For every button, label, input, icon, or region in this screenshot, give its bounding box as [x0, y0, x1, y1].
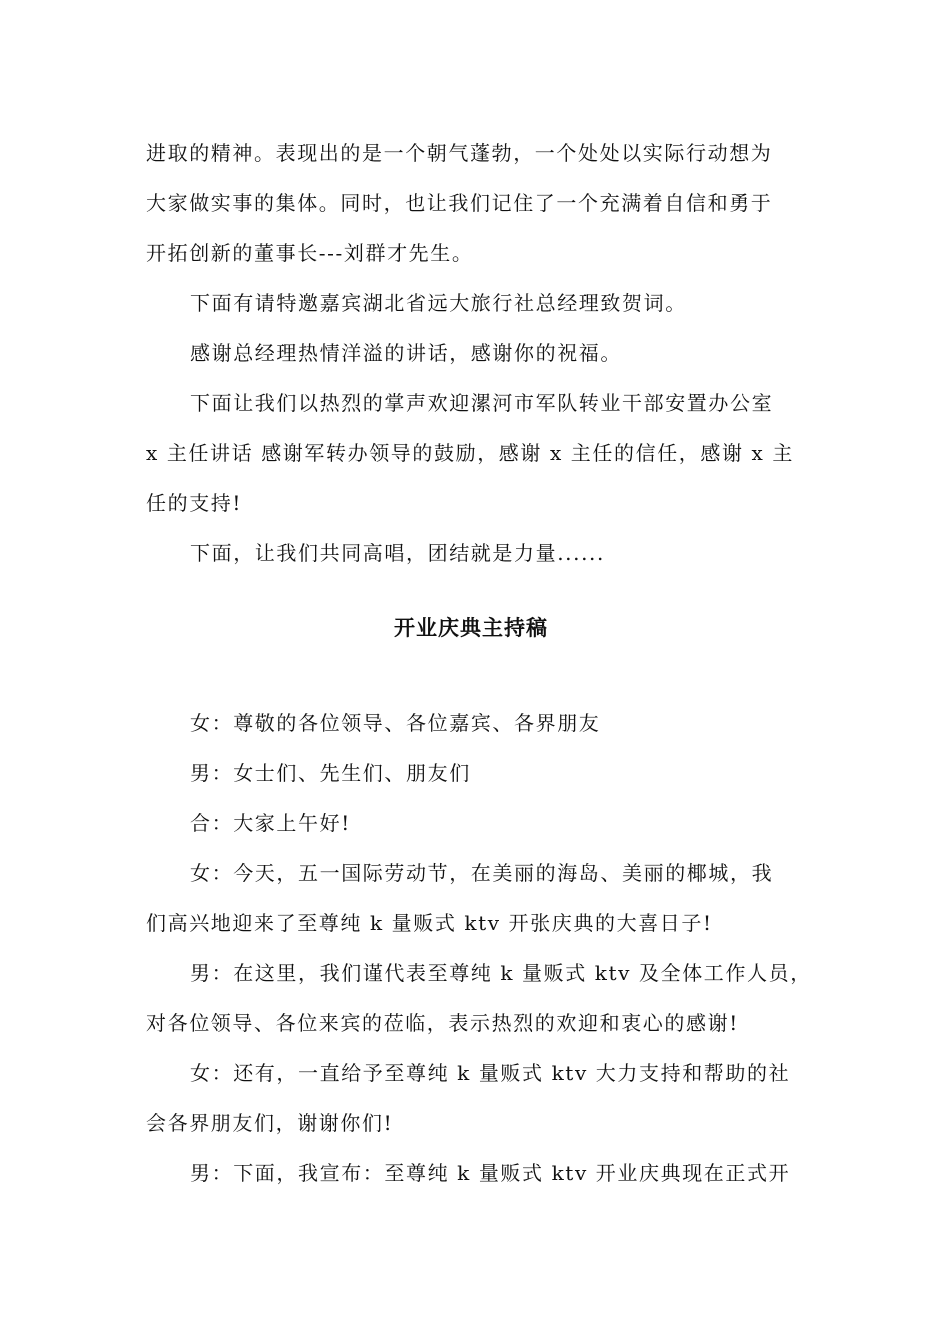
text-line: 女：还有，一直给予至尊纯 k 量贩式 ktv 大力支持和帮助的社 [190, 1061, 791, 1085]
text-line: 男：在这里，我们谨代表至尊纯 k 量贩式 ktv 及全体工作人员， [190, 961, 812, 985]
document-body [146, 128, 812, 1198]
text-line: 大家做实事的集体。同时，也让我们记住了一个充满着自信和勇于 [146, 191, 773, 215]
paragraph-sing-together: 下面，让我们共同高唱，团结就是力量...... [190, 541, 605, 565]
text-line: 开拓创新的董事长---刘群才先生。 [146, 241, 474, 265]
text-line: 会各界朋友们，谢谢你们! [146, 1111, 394, 1135]
text-line: 们高兴地迎来了至尊纯 k 量贩式 ktv 开张庆典的大喜日子! [146, 911, 713, 935]
paragraph-welcome-director [146, 378, 796, 528]
dialogue-line-female: 女：尊敬的各位领导、各位嘉宾、各界朋友 [190, 711, 601, 735]
text-line: 对各位领导、各位来宾的莅临，表示热烈的欢迎和衷心的感谢! [146, 1011, 739, 1035]
paragraph-continued [146, 128, 796, 278]
dialogue-line-male: 男：女士们、先生们、朋友们 [190, 761, 471, 785]
paragraph-invite-guest: 下面有请特邀嘉宾湖北省远大旅行社总经理致贺词。 [190, 291, 687, 315]
section-title: 开业庆典主持稿 [394, 616, 548, 640]
text-line: 任的支持! [146, 491, 243, 515]
text-line: 进取的精神。表现出的是一个朝气蓬勃，一个处处以实际行动想为 [146, 141, 773, 165]
text-line: 下面让我们以热烈的掌声欢迎漯河市军队转业干部安置办公室 [190, 391, 774, 415]
dialogue-line-together: 合：大家上午好! [190, 811, 351, 835]
dialogue-paragraph-female [146, 1048, 796, 1148]
text-line: x 主任讲话 感谢军转办领导的鼓励，感谢 x 主任的信任，感谢 x 主 [146, 441, 794, 465]
dialogue-paragraph-male: 男：下面，我宣布：至尊纯 k 量贩式 ktv 开业庆典现在正式开 [190, 1161, 791, 1185]
dialogue-paragraph-male [146, 948, 812, 1048]
paragraph-thanks-manager: 感谢总经理热情洋溢的讲话，感谢你的祝福。 [190, 341, 622, 365]
dialogue-paragraph-female [146, 848, 796, 948]
text-line: 女：今天，五一国际劳动节，在美丽的海岛、美丽的椰城，我 [190, 861, 774, 885]
